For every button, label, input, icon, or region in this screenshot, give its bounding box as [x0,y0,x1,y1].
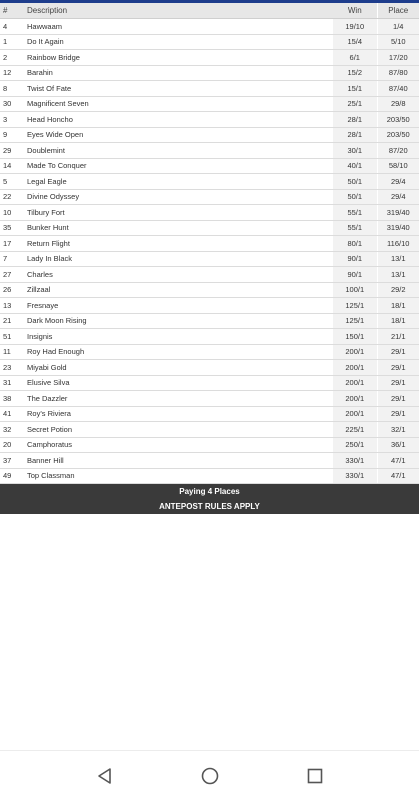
runner-name: Top Classman [24,468,333,484]
runner-name: The Dazzler [24,391,333,407]
runner-name: Return Flight [24,236,333,252]
runner-number: 23 [0,360,24,376]
table-row[interactable] [0,220,419,236]
place-odds[interactable]: 58/10 [377,158,419,174]
table-row[interactable] [0,282,419,298]
table-row[interactable] [0,50,419,66]
runner-number: 49 [0,468,24,484]
win-odds[interactable]: 28/1 [333,127,377,143]
column-header-description: Description [24,3,333,19]
place-odds[interactable]: 18/1 [377,298,419,314]
runner-number: 37 [0,453,24,469]
win-odds[interactable]: 200/1 [333,344,377,360]
table-row[interactable] [0,360,419,376]
place-odds[interactable]: 203/50 [377,127,419,143]
win-odds[interactable]: 250/1 [333,437,377,453]
place-odds[interactable]: 21/1 [377,329,419,345]
place-odds[interactable]: 5/10 [377,34,419,50]
win-odds[interactable]: 6/1 [333,50,377,66]
win-odds[interactable]: 80/1 [333,236,377,252]
win-odds[interactable]: 15/2 [333,65,377,81]
runner-number: 1 [0,34,24,50]
win-odds[interactable]: 100/1 [333,282,377,298]
win-odds[interactable]: 55/1 [333,220,377,236]
runner-number: 26 [0,282,24,298]
place-odds[interactable]: 47/1 [377,468,419,484]
runner-number: 20 [0,437,24,453]
table-row[interactable] [0,65,419,81]
runner-name: Divine Odyssey [24,189,333,205]
runner-number: 22 [0,189,24,205]
place-odds[interactable]: 29/1 [377,391,419,407]
runner-name: Zillzaal [24,282,333,298]
place-odds[interactable]: 29/1 [377,375,419,391]
place-odds[interactable]: 29/1 [377,344,419,360]
table-row[interactable] [0,468,419,484]
table-row[interactable] [0,19,419,35]
runner-number: 8 [0,81,24,97]
win-odds[interactable]: 55/1 [333,205,377,221]
table-row[interactable] [0,236,419,252]
win-odds[interactable]: 125/1 [333,298,377,314]
place-odds[interactable]: 87/20 [377,143,419,159]
market-info-footer [0,484,419,514]
antepost-rules-text: ANTEPOST RULES APPLY [159,502,260,511]
runner-name: Charles [24,267,333,283]
runner-name: Camphoratus [24,437,333,453]
runner-name: Insignis [24,329,333,345]
win-odds[interactable]: 25/1 [333,96,377,112]
place-odds[interactable]: 29/8 [377,96,419,112]
table-row[interactable] [0,205,419,221]
runner-number: 4 [0,19,24,35]
win-odds[interactable]: 125/1 [333,313,377,329]
table-row[interactable] [0,406,419,422]
win-odds[interactable]: 50/1 [333,174,377,190]
place-odds[interactable]: 319/40 [377,220,419,236]
paying-places-text: Paying 4 Places [179,487,240,496]
runner-name: Miyabi Gold [24,360,333,376]
runner-name: Bunker Hunt [24,220,333,236]
table-row[interactable] [0,143,419,159]
table-row[interactable] [0,329,419,345]
runner-name: Twist Of Fate [24,81,333,97]
table-row[interactable] [0,96,419,112]
runner-name: Elusive Silva [24,375,333,391]
table-row[interactable] [0,375,419,391]
runner-number: 12 [0,65,24,81]
column-header-number: # [0,3,24,19]
runner-name: Rainbow Bridge [24,50,333,66]
table-row[interactable] [0,81,419,97]
runner-number: 51 [0,329,24,345]
runner-number: 3 [0,112,24,128]
runner-name: Head Honcho [24,112,333,128]
place-odds[interactable]: 17/20 [377,50,419,66]
place-odds[interactable]: 87/80 [377,65,419,81]
runner-number: 10 [0,205,24,221]
place-odds[interactable]: 319/40 [377,205,419,221]
place-odds[interactable]: 13/1 [377,251,419,267]
runner-name: Dark Moon Rising [24,313,333,329]
table-row[interactable] [0,251,419,267]
place-odds[interactable]: 29/4 [377,189,419,205]
runner-name: Secret Potion [24,422,333,438]
place-odds[interactable]: 47/1 [377,453,419,469]
table-row[interactable] [0,453,419,469]
win-odds[interactable]: 225/1 [333,422,377,438]
recents-icon[interactable] [305,766,325,786]
place-odds[interactable]: 29/1 [377,406,419,422]
runner-name: Hawwaam [24,19,333,35]
odds-table [0,3,419,484]
runner-name: Fresnaye [24,298,333,314]
table-row[interactable] [0,34,419,50]
android-navigation-bar [0,750,419,801]
table-row[interactable] [0,158,419,174]
win-odds[interactable]: 30/1 [333,143,377,159]
column-header-place: Place [377,3,419,19]
runner-name: Roy's Riviera [24,406,333,422]
table-row[interactable] [0,437,419,453]
runner-name: Lady In Black [24,251,333,267]
runner-number: 2 [0,50,24,66]
table-row[interactable] [0,422,419,438]
place-odds[interactable]: 1/4 [377,19,419,35]
runner-number: 27 [0,267,24,283]
place-odds[interactable]: 29/1 [377,360,419,376]
place-odds[interactable]: 29/4 [377,174,419,190]
runner-name: Legal Eagle [24,174,333,190]
place-odds[interactable]: 13/1 [377,267,419,283]
runner-number: 17 [0,236,24,252]
win-odds[interactable]: 28/1 [333,112,377,128]
runner-number: 31 [0,375,24,391]
runner-name: Tilbury Fort [24,205,333,221]
win-odds[interactable]: 50/1 [333,189,377,205]
runner-number: 30 [0,96,24,112]
runner-number: 5 [0,174,24,190]
runner-number: 9 [0,127,24,143]
table-row[interactable] [0,174,419,190]
place-odds[interactable]: 32/1 [377,422,419,438]
place-odds[interactable]: 203/50 [377,112,419,128]
table-row[interactable] [0,189,419,205]
win-odds[interactable]: 40/1 [333,158,377,174]
table-row[interactable] [0,313,419,329]
runner-number: 13 [0,298,24,314]
win-odds[interactable]: 90/1 [333,267,377,283]
win-odds[interactable]: 200/1 [333,360,377,376]
place-odds[interactable]: 116/10 [377,236,419,252]
runner-name: Do It Again [24,34,333,50]
win-odds[interactable]: 90/1 [333,251,377,267]
win-odds[interactable]: 330/1 [333,453,377,469]
win-odds[interactable]: 15/4 [333,34,377,50]
runner-name: Barahin [24,65,333,81]
win-odds[interactable]: 150/1 [333,329,377,345]
win-odds[interactable]: 19/10 [333,19,377,35]
runner-name: Made To Conquer [24,158,333,174]
runner-number: 32 [0,422,24,438]
table-row[interactable] [0,298,419,314]
back-icon[interactable] [95,766,115,786]
table-header-row [0,3,419,19]
place-odds[interactable]: 29/2 [377,282,419,298]
runner-number: 11 [0,344,24,360]
place-odds[interactable]: 18/1 [377,313,419,329]
table-row[interactable] [0,391,419,407]
win-odds[interactable]: 200/1 [333,375,377,391]
win-odds[interactable]: 200/1 [333,391,377,407]
runner-number: 7 [0,251,24,267]
runner-name: Magnificent Seven [24,96,333,112]
place-odds[interactable]: 36/1 [377,437,419,453]
win-odds[interactable]: 330/1 [333,468,377,484]
runner-name: Roy Had Enough [24,344,333,360]
table-row[interactable] [0,267,419,283]
runner-number: 29 [0,143,24,159]
column-header-win: Win [333,3,377,19]
runner-name: Doublemint [24,143,333,159]
runner-number: 41 [0,406,24,422]
win-odds[interactable]: 200/1 [333,406,377,422]
place-odds[interactable]: 87/40 [377,81,419,97]
home-icon[interactable] [200,766,220,786]
runner-name: Eyes Wide Open [24,127,333,143]
runner-number: 21 [0,313,24,329]
table-row[interactable] [0,344,419,360]
win-odds[interactable]: 15/1 [333,81,377,97]
runner-number: 35 [0,220,24,236]
runner-name: Banner Hill [24,453,333,469]
table-row[interactable] [0,112,419,128]
runner-number: 14 [0,158,24,174]
table-row[interactable] [0,127,419,143]
runner-number: 38 [0,391,24,407]
